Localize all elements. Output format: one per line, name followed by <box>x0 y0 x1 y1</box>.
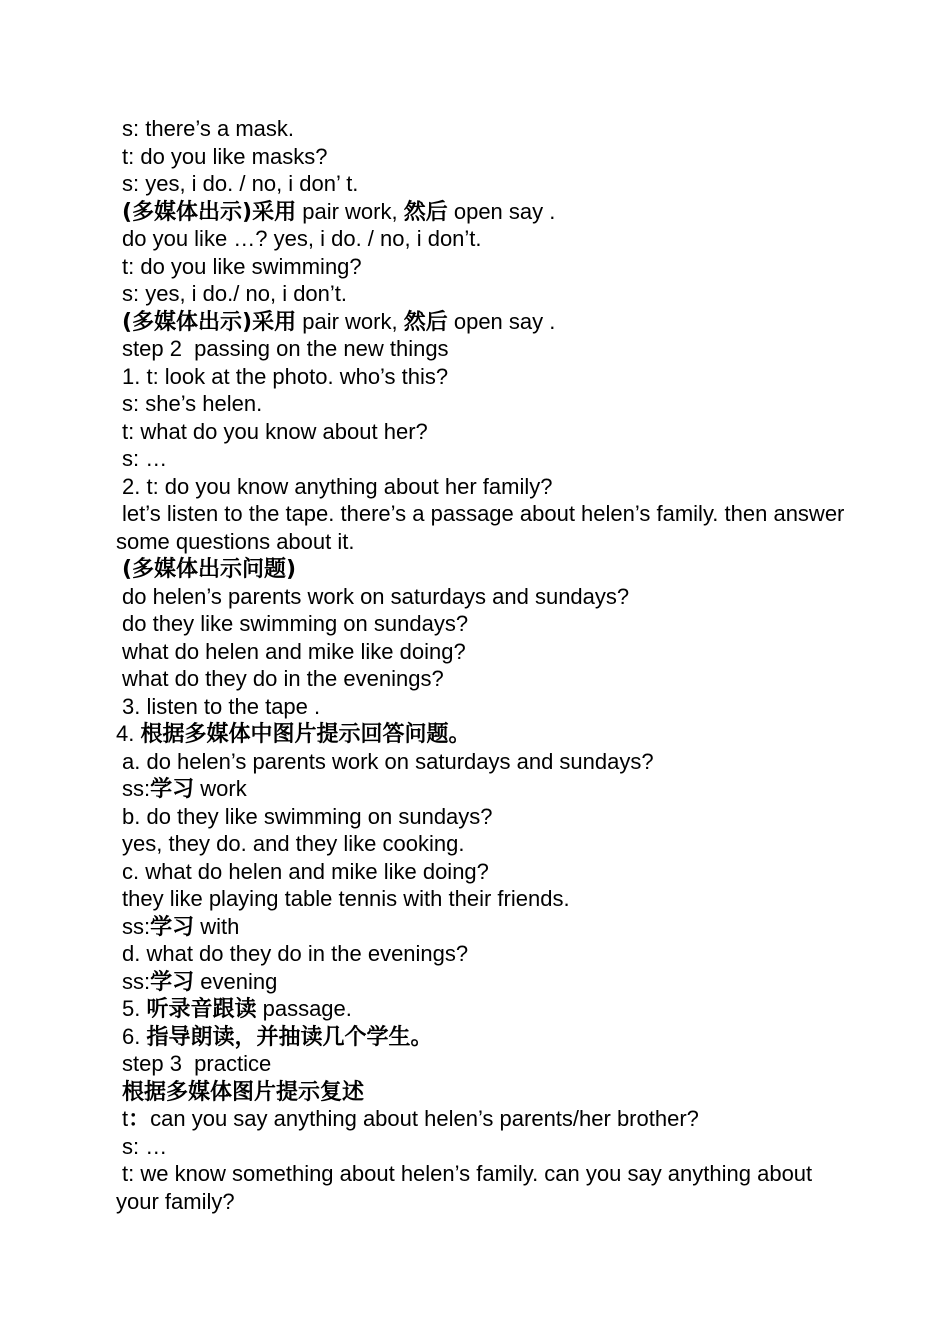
text-segment: a. do helen’s parents work on saturdays and sundays? <box>122 748 654 774</box>
text-line <box>116 1160 846 1215</box>
text-segment: step 2 passing on the new things <box>122 336 449 361</box>
text-line <box>116 418 846 446</box>
text-segment: 3. listen to the tape . <box>122 693 321 719</box>
text-segment: c. what do helen and mike like doing? <box>122 858 489 884</box>
text-line <box>116 1105 846 1133</box>
text-line <box>116 308 846 336</box>
text-segment: d. what do they do in the evenings? <box>122 941 469 966</box>
bold-cjk-text: ： <box>128 1107 151 1132</box>
text-segment: ss: <box>122 968 151 994</box>
text-line <box>116 665 846 693</box>
text-segment: do they like swimming on sundays? <box>122 611 469 636</box>
text-line <box>116 143 846 171</box>
text-segment: 6. <box>122 1023 147 1049</box>
bold-cjk-text: 学习 <box>150 969 195 995</box>
text-line <box>116 500 846 555</box>
text-segment: what do they do in the evenings? <box>122 666 444 691</box>
text-line <box>116 363 846 391</box>
text-segment: t: do you like swimming? <box>122 253 362 279</box>
text-segment: do you like …? yes, i do. / no, i don’t. <box>122 226 482 251</box>
text-segment: evening <box>194 968 278 994</box>
text-segment: yes, they do. and they like cooking. <box>122 831 465 856</box>
text-segment: ss: <box>122 776 151 801</box>
text-line <box>116 170 846 198</box>
text-line <box>116 940 846 968</box>
bold-cjk-text: 听录音跟读 <box>146 997 257 1022</box>
text-segment: s: yes, i do./ no, i don’t. <box>122 281 348 306</box>
text-segment: s: she’s helen. <box>122 391 263 416</box>
text-line <box>116 1078 846 1106</box>
text-line <box>116 693 846 721</box>
text-line <box>116 198 846 226</box>
text-segment: s: … <box>122 1133 168 1159</box>
bold-cjk-text: 学习 <box>150 777 195 802</box>
text-line <box>116 335 846 363</box>
text-line <box>116 115 846 143</box>
text-line <box>116 610 846 638</box>
text-segment: can you say anything about helen’s parents/her brother? <box>150 1106 699 1131</box>
bold-cjk-text: 指导朗读，并抽读几个学生。 <box>146 1024 433 1050</box>
text-line <box>116 445 846 473</box>
text-segment: t: what do you know about her? <box>122 418 428 444</box>
text-segment: b. do they like swimming on sundays? <box>122 803 493 829</box>
text-segment: t: we know something about helen’s family. can you say anything about your family? <box>116 1161 813 1214</box>
text-segment: let’s listen to the tape. there’s a passage about helen’s family. then answer some questions about it. <box>116 501 845 554</box>
bold-cjk-text: (多媒体出示)采用 <box>122 199 297 225</box>
text-line <box>116 390 846 418</box>
text-segment: 2. t: do you know anything about her family? <box>122 473 553 499</box>
lesson-plan-text <box>116 115 846 1215</box>
text-segment: step 3 practice <box>122 1051 272 1076</box>
text-line <box>116 1050 846 1078</box>
text-segment: s: … <box>122 446 168 471</box>
text-segment: t: do you like masks? <box>122 143 328 169</box>
text-line <box>116 280 846 308</box>
text-line <box>116 858 846 886</box>
text-segment: pair work, <box>296 308 404 334</box>
text-segment: 1. t: look at the photo. who’s this? <box>122 363 449 389</box>
text-segment: they like playing table tennis with their friends. <box>122 886 570 911</box>
bold-cjk-text: 根据多媒体图片提示复述 <box>122 1079 365 1105</box>
text-line <box>116 913 846 941</box>
text-line <box>116 748 846 776</box>
text-segment: do helen’s parents work on saturdays and sundays? <box>122 583 630 609</box>
text-segment: s: there’s a mask. <box>122 116 294 141</box>
text-segment: what do helen and mike like doing? <box>122 638 466 664</box>
text-line <box>116 885 846 913</box>
text-line <box>116 720 846 748</box>
bold-cjk-text: 然后 <box>403 199 448 225</box>
bold-cjk-text: 根据多媒体中图片提示回答问题。 <box>140 722 471 747</box>
text-segment: s: yes, i do. / no, i don’ t. <box>122 171 359 196</box>
text-line <box>116 583 846 611</box>
text-line <box>116 775 846 803</box>
text-line <box>116 555 846 583</box>
text-segment: work <box>194 776 247 801</box>
text-line <box>116 638 846 666</box>
bold-cjk-text: 然后 <box>403 309 448 335</box>
text-segment: t <box>122 1106 129 1131</box>
text-segment: with <box>194 913 240 939</box>
text-segment: 5. <box>122 996 147 1021</box>
text-line <box>116 968 846 996</box>
text-line <box>116 803 846 831</box>
text-segment: pair work, <box>296 198 404 224</box>
bold-cjk-text: (多媒体出示问题) <box>122 557 297 582</box>
text-segment: ss: <box>122 913 151 939</box>
text-line <box>116 253 846 281</box>
bold-cjk-text: 学习 <box>150 914 195 940</box>
text-line <box>116 473 846 501</box>
text-line <box>116 1133 846 1161</box>
text-segment: 4. <box>116 721 141 746</box>
text-line <box>116 225 846 253</box>
bold-cjk-text: (多媒体出示)采用 <box>122 309 297 335</box>
text-line <box>116 995 846 1023</box>
text-segment: open say . <box>447 198 556 224</box>
text-line <box>116 830 846 858</box>
text-line <box>116 1023 846 1051</box>
text-segment: open say . <box>447 308 556 334</box>
text-segment: passage. <box>256 996 352 1021</box>
